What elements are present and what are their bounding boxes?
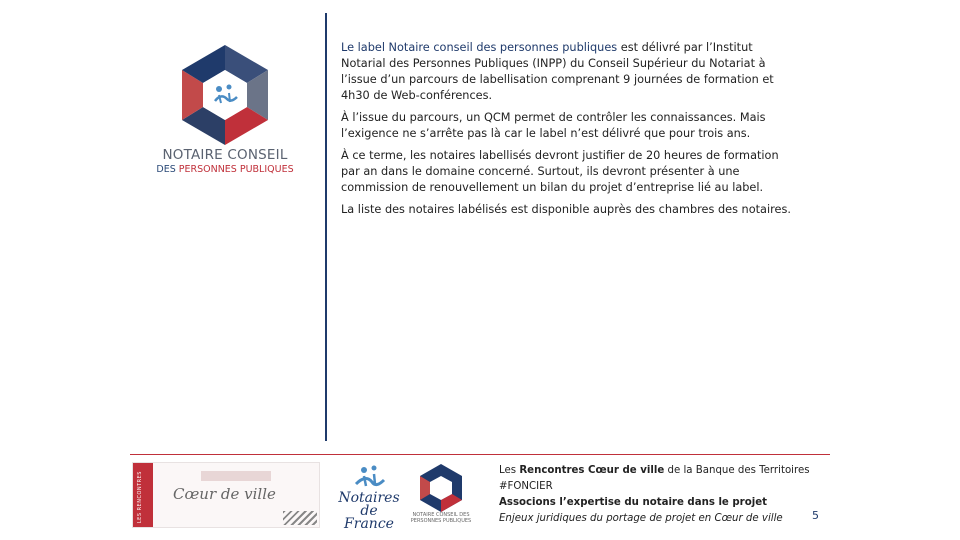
vertical-divider (325, 13, 327, 441)
label-lead: Le label Notaire conseil des personnes publiques (341, 41, 618, 54)
paragraph-1: Le label Notaire conseil des personnes publiques est délivré par l’Institut Notarial des Personnes Publiques (INPP) du Conseil Supérieur du Notariat à l’issue d’un parcours de labellisation comprenant 9 journées de formation et 4h30 de Web-conférences. (341, 41, 774, 102)
footer-line-1: Les Rencontres Cœur de ville de la Banque des Territoires (499, 465, 810, 476)
paragraph-4: La liste des notaires labélisés est disponible auprès des chambres des notaires. (341, 203, 791, 216)
logo-title: NOTAIRE CONSEIL (162, 147, 288, 163)
paragraph-3: À ce terme, les notaires labellisés devront justifier de 20 heures de formation par an dans le domaine concerné. Surtout, ils devront présenter à une commission de renouvellement un bilan du projet d’entreprise lié au label. (341, 149, 779, 194)
footer-line-2: #FONCIER (499, 481, 553, 492)
footer-text (499, 463, 809, 527)
footer-line-4: Enjeux juridiques du portage de projet en Cœur de ville (499, 513, 783, 524)
notaires-de-france-logo-icon (336, 462, 402, 492)
notaire-conseil-small-logo: NOTAIRE CONSEIL DES PERSONNES PUBLIQUES (410, 462, 472, 526)
main-content (341, 40, 796, 224)
logo-subtitle: DES PERSONNES PUBLIQUES (156, 164, 294, 175)
rencontres-coeur-de-ville-logo: LES RENCONTRES Cœur de ville (132, 462, 320, 528)
hexagon-small-icon (410, 462, 472, 512)
hexagon-logo-icon (175, 45, 275, 145)
footer-divider (130, 454, 830, 455)
footer-line-3: Associons l’expertise du notaire dans le projet (499, 497, 767, 508)
page-number: 5 (812, 509, 819, 522)
paragraph-2: À l’issue du parcours, un QCM permet de contrôler les connaissances. Mais l’exigence ne s’arrête pas là car le label n’est délivré que pour trois ans. (341, 111, 766, 140)
notaires-de-france-logo: Notaires de France (336, 462, 402, 526)
